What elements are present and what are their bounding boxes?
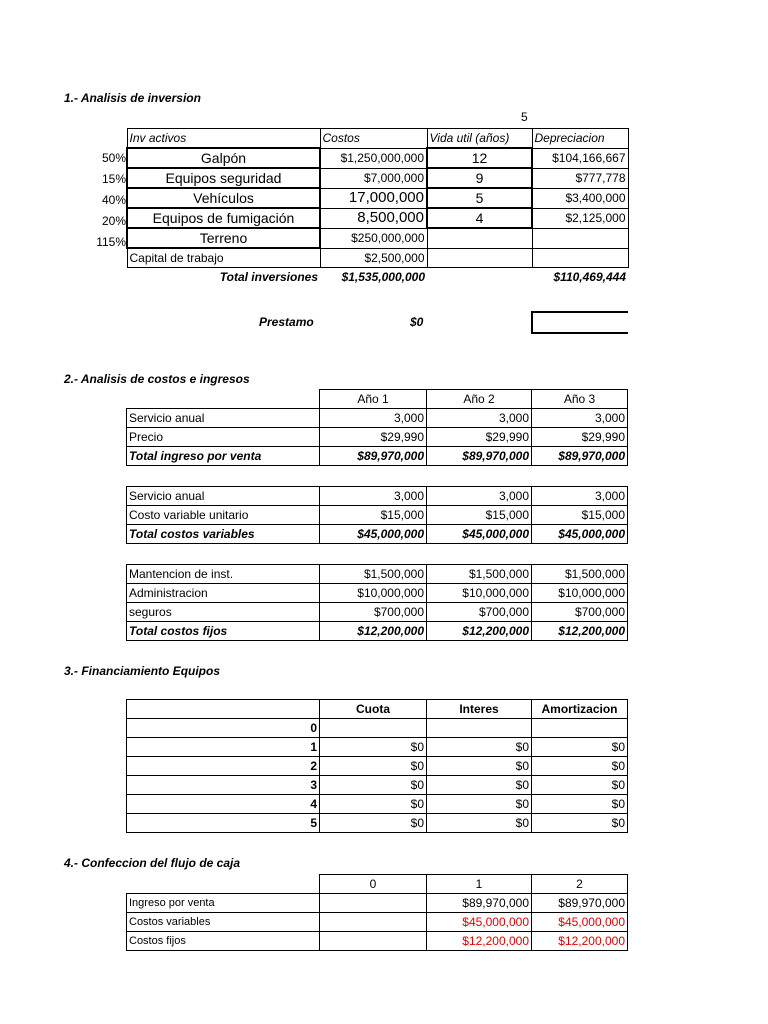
cuota-cell[interactable]: $0 [320,795,427,814]
table-row [127,795,628,814]
asset-name[interactable]: Capital de trabajo [127,248,320,268]
asset-cost[interactable]: $1,250,000,000 [320,148,427,168]
cell[interactable]: $10,000,000 [320,584,427,603]
cell[interactable]: $12,200,000 [532,622,628,641]
asset-cost[interactable]: $250,000,000 [320,228,427,248]
prestamo-input-box[interactable] [531,311,628,334]
table-row [127,719,628,738]
cell[interactable]: 3,000 [532,487,628,506]
cell[interactable]: $29,990 [427,428,532,447]
cell[interactable]: $700,000 [532,603,628,622]
asset-dep[interactable]: $2,125,000 [532,208,628,228]
header-vida-util: Vida util (años) [427,129,532,149]
investment-table [126,128,629,286]
table-row [127,757,628,776]
amort-cell[interactable]: $0 [532,757,628,776]
financiamiento-table [126,699,628,833]
costos-fijos-table [126,564,628,641]
row-label: Total costos fijos [127,622,320,641]
table-header-row [127,390,628,409]
cell[interactable]: $12,200,000 [427,622,532,641]
row-label: Servicio anual [127,487,320,506]
percent-label: 50% [101,151,126,165]
asset-name[interactable]: Vehículos [127,188,320,208]
cell[interactable] [320,932,427,951]
period-number: 5 [127,814,320,833]
prestamo-value[interactable]: $0 [410,315,424,329]
section-1-title: 1.- Analisis de inversion [64,91,201,105]
interes-cell[interactable]: $0 [427,795,532,814]
asset-vida[interactable]: 4 [427,208,532,228]
cell[interactable]: 3,000 [320,409,427,428]
cell[interactable]: $89,970,000 [427,894,532,913]
cell[interactable]: $10,000,000 [427,584,532,603]
header-interes: Interes [427,700,532,719]
percent-label: 15% [101,172,126,186]
table-row [127,487,628,506]
header-cuota: Cuota [320,700,427,719]
period-header: 0 [320,875,427,894]
total-row [127,268,628,287]
empty-cell [127,700,320,719]
cell[interactable]: 3,000 [427,487,532,506]
total-row [127,525,628,544]
row-label: Costos fijos [127,932,320,951]
table-row [127,913,628,932]
section-4-title: 4.- Confeccion del flujo de caja [64,856,241,870]
interes-cell[interactable]: $0 [427,757,532,776]
cell[interactable]: $12,200,000 [427,932,532,951]
cell[interactable]: $700,000 [427,603,532,622]
table-header-row [127,875,628,894]
table-row [127,428,628,447]
table-row [127,814,628,833]
percent-label: 115% [96,235,126,249]
table-row [127,584,628,603]
cell[interactable]: $10,000,000 [532,584,628,603]
period-number: 4 [127,795,320,814]
row-label: Administracion [127,584,320,603]
year-header: Año 3 [532,390,628,409]
table-row [127,565,628,584]
cell[interactable]: $89,970,000 [320,447,427,466]
prestamo-label: Prestamo [259,315,314,329]
asset-cost[interactable]: 17,000,000 [320,188,427,208]
cell[interactable]: $89,970,000 [532,447,628,466]
year-header: Año 1 [320,390,427,409]
cell[interactable]: $45,000,000 [320,525,427,544]
empty-cell [127,390,320,409]
total-row [127,447,628,466]
row-label: Total ingreso por venta [127,447,320,466]
asset-dep[interactable]: $3,400,000 [532,188,628,208]
table-row [127,894,628,913]
percent-label: 40% [101,193,126,207]
asset-cost[interactable]: $7,000,000 [320,168,427,188]
cell[interactable]: $15,000 [427,506,532,525]
cell[interactable]: 3,000 [427,409,532,428]
header-costos: Costos [320,129,427,149]
cell[interactable]: $29,990 [532,428,628,447]
percent-label: 20% [101,214,126,228]
cuota-cell[interactable]: $0 [320,738,427,757]
period-header: 2 [532,875,628,894]
cell[interactable]: $1,500,000 [427,565,532,584]
asset-name[interactable]: Equipos de fumigación [127,208,320,228]
total-depreciacion-value[interactable]: $110,469,444 [553,270,626,284]
asset-vida[interactable]: 12 [427,148,532,168]
asset-name[interactable]: Equipos seguridad [127,168,320,188]
asset-dep[interactable] [532,228,628,248]
table-row [127,188,628,208]
section-2-title: 2.- Analisis de costos e ingresos [64,372,250,386]
asset-cost[interactable]: $2,500,000 [320,248,427,268]
asset-vida[interactable] [427,248,532,268]
row-label: Ingreso por venta [127,894,320,913]
asset-name[interactable]: Terreno [127,228,320,248]
interes-cell[interactable]: $0 [427,814,532,833]
flujo-caja-table [126,874,628,951]
cell[interactable]: $700,000 [320,603,427,622]
cell[interactable]: $89,970,000 [427,447,532,466]
asset-dep[interactable]: $104,166,667 [532,148,628,168]
cell[interactable]: $89,970,000 [532,894,628,913]
table-row [127,738,628,757]
year-header: Año 2 [427,390,532,409]
period-number: 2 [127,757,320,776]
row-label: Servicio anual [127,409,320,428]
table-header-row [127,700,628,719]
table-row [127,248,628,268]
empty-cell [127,875,320,894]
table-row [127,228,628,248]
table-row [127,776,628,795]
row-label: Costo variable unitario [127,506,320,525]
table-row [127,168,628,188]
section-3-title: 3.- Financiamiento Equipos [64,664,221,678]
period-number: 3 [127,776,320,795]
header-amortizacion: Amortizacion [532,700,628,719]
interes-cell[interactable]: $0 [427,776,532,795]
amort-cell[interactable]: $0 [532,795,628,814]
row-label: Precio [127,428,320,447]
row-label: Costos variables [127,913,320,932]
asset-vida[interactable]: 5 [427,188,532,208]
amort-cell[interactable] [532,719,628,738]
table-header-row [127,129,628,149]
vida-util-header-number: 5 [521,110,528,124]
cell[interactable]: $29,990 [320,428,427,447]
amort-cell[interactable]: $0 [532,776,628,795]
table-row [127,603,628,622]
cell[interactable]: $15,000 [532,506,628,525]
cell[interactable]: 3,000 [320,487,427,506]
cell[interactable]: $12,200,000 [320,622,427,641]
period-number: 1 [127,738,320,757]
table-row [127,506,628,525]
cell[interactable]: $15,000 [320,506,427,525]
cell[interactable]: $45,000,000 [532,913,628,932]
asset-vida[interactable]: 9 [427,168,532,188]
cuota-cell[interactable]: $0 [320,776,427,795]
cuota-cell[interactable]: $0 [320,814,427,833]
asset-vida[interactable] [427,228,532,248]
row-label: seguros [127,603,320,622]
cell[interactable]: $1,500,000 [320,565,427,584]
table-row [127,148,628,168]
amort-cell[interactable]: $0 [532,738,628,757]
table-row [127,208,628,228]
asset-dep[interactable] [532,248,628,268]
empty-cell [427,268,532,287]
total-inversiones-value[interactable]: $1,535,000,000 [341,270,425,284]
table-row [127,409,628,428]
cell[interactable]: $45,000,000 [427,913,532,932]
total-row [127,622,628,641]
cuota-cell[interactable] [320,719,427,738]
ingresos-table [126,389,628,466]
table-row [127,932,628,951]
header-depreciacion: Depreciacion [532,129,628,149]
cell[interactable]: $45,000,000 [532,525,628,544]
asset-name[interactable]: Galpón [127,148,320,168]
period-number: 0 [127,719,320,738]
asset-cost[interactable]: 8,500,000 [320,208,427,228]
row-label: Total costos variables [127,525,320,544]
cell[interactable]: 3,000 [532,409,628,428]
asset-dep[interactable]: $777,778 [532,168,628,188]
period-header: 1 [427,875,532,894]
cell[interactable]: $12,200,000 [532,932,628,951]
amort-cell[interactable]: $0 [532,814,628,833]
total-inversiones-label: Total inversiones [219,270,318,284]
cell[interactable]: $45,000,000 [427,525,532,544]
cell[interactable] [320,913,427,932]
row-label: Mantencion de inst. [127,565,320,584]
cell[interactable] [320,894,427,913]
header-inv-activos: Inv activos [127,129,320,149]
cuota-cell[interactable]: $0 [320,757,427,776]
costos-variables-table [126,486,628,544]
interes-cell[interactable] [427,719,532,738]
cell[interactable]: $1,500,000 [532,565,628,584]
interes-cell[interactable]: $0 [427,738,532,757]
